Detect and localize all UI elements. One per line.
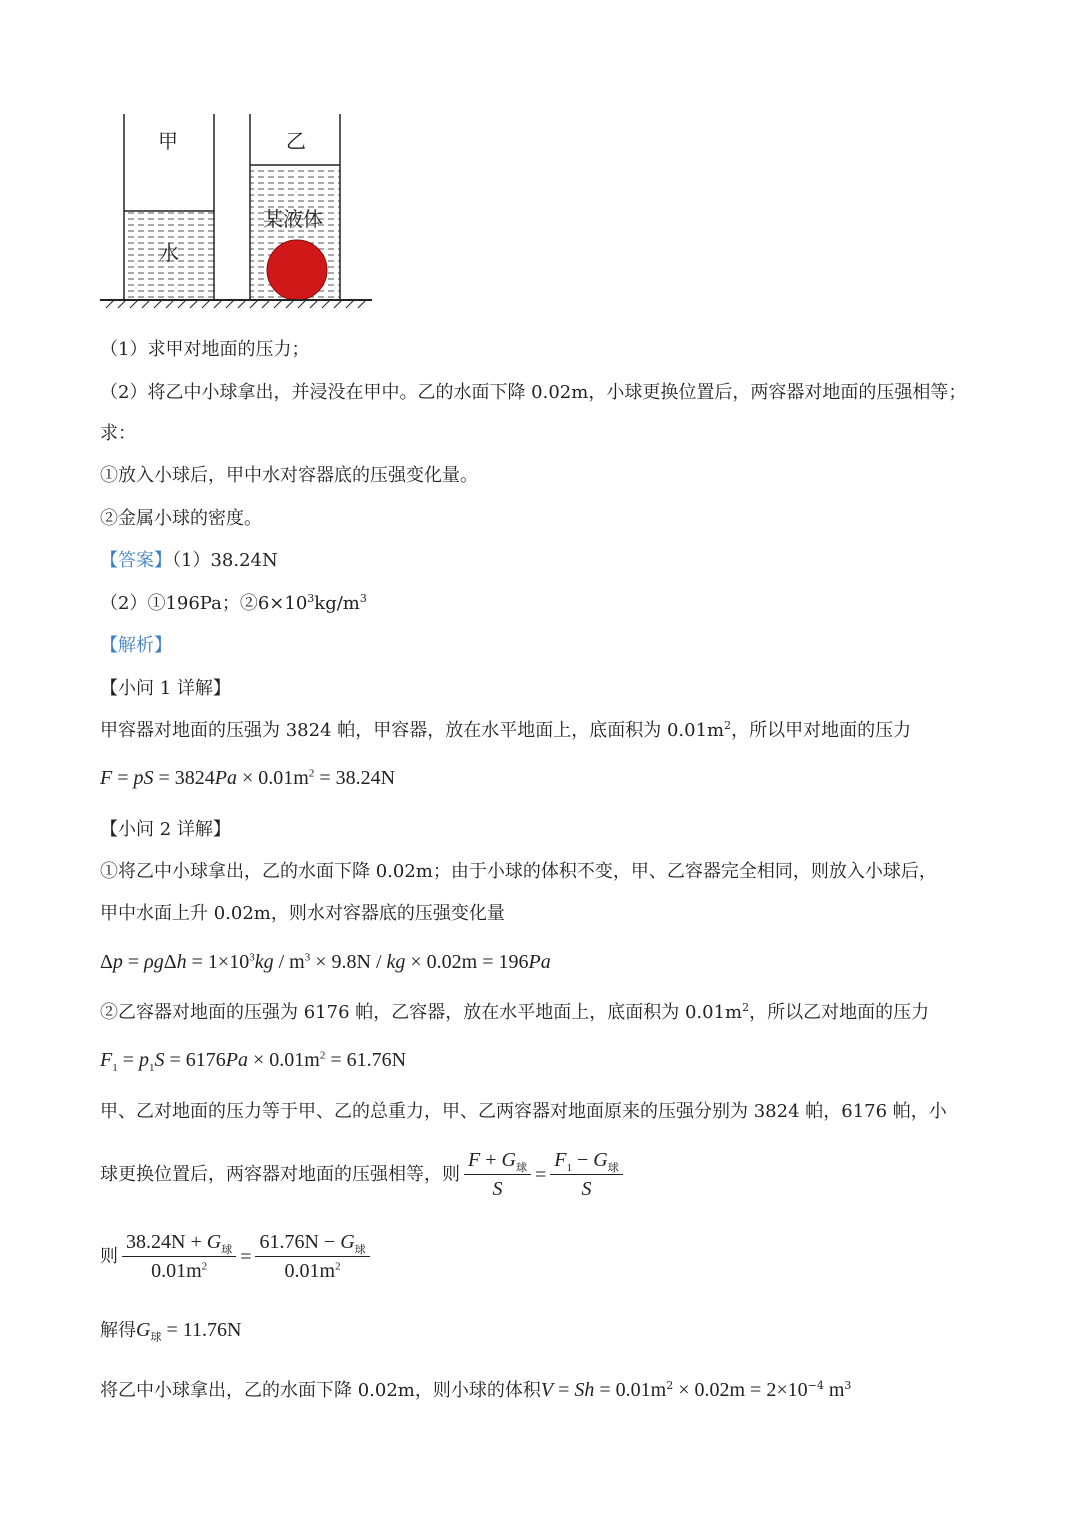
paragraph-1 <box>100 719 911 743</box>
p5-prefix: 则 <box>100 1245 118 1267</box>
paragraph-6: 解得$G_球 = 11.76N$ <box>100 1319 242 1344</box>
fraction-2: $\frac{F_1 - G_球}{S}$ <box>550 1148 622 1201</box>
label-yi: 乙 <box>286 129 306 153</box>
p1-sup: 2 <box>724 719 732 732</box>
eq1-val: = 3824 <box>153 767 215 789</box>
answer-1: （1）38.24N <box>172 550 278 571</box>
paragraph-2a: ①将乙中小球拿出，乙的水面下降 0.02m；由于小球的体积不变，甲、乙容器完全相同，则放入小球后， <box>100 861 937 882</box>
heading-q2: 【小问 2 详解】 <box>100 819 231 840</box>
eq1-sup: 2 <box>308 767 315 780</box>
paragraph-4b <box>100 1148 627 1201</box>
eq1-pa: Pa <box>214 767 237 789</box>
question-2-cont: 求： <box>100 423 136 444</box>
metal-ball <box>267 240 327 300</box>
fraction-3: $\frac{38.24N + G_球}{0.01m^2}$ <box>122 1230 236 1283</box>
answer-line-2 <box>100 592 367 616</box>
heading-q1: 【小问 1 详解】 <box>100 678 231 699</box>
paragraph-2b: 甲中水面上升 0.02m，则水对容器底的压强变化量 <box>100 903 505 924</box>
paragraph-3: ②乙容器对地面的压强为 6176 帕，乙容器，放在水平地面上，底面积为 $0.01m^2$，所以乙对地面的压力 <box>100 1001 930 1023</box>
ground <box>100 300 372 308</box>
answer-2-exp: 3 <box>307 592 315 605</box>
eq1-ps: pS <box>133 767 154 789</box>
analysis-tag: 【解析】 <box>100 635 172 656</box>
equation-3: $F_1 = p_1S = 6176Pa \times 0.01m^2 = 61.76N$ <box>100 1049 407 1074</box>
answer-2-unit-exp: 3 <box>359 592 367 605</box>
equation-2: $\Delta p = \rho g\Delta h = 1\times 10^3kg / m^3 \times 9.8N$ / kg × 0.02m = 196Pa <box>100 951 551 973</box>
eq1-area: × 0.01m <box>237 767 309 789</box>
paragraph-5 <box>100 1230 374 1283</box>
answer-tag: 【答案】 <box>100 550 172 571</box>
containers-figure <box>98 108 378 314</box>
paragraph-4a: 甲、乙对地面的压力等于甲、乙的总重力，甲、乙两容器对地面原来的压强分别为 3824 帕，6176 帕，小 <box>100 1101 947 1122</box>
eq1-f: F <box>100 767 113 789</box>
question-1: （1）求甲对地面的压力； <box>100 339 310 360</box>
sub-question-2: ②金属小球的密度。 <box>100 508 262 529</box>
fraction-equals: = <box>534 1163 547 1186</box>
p1-text-a: 甲容器对地面的压强为 3824 帕，甲容器，放在水平地面上，底面积为 0.01m <box>100 720 725 741</box>
label-liquid: 某液体 <box>263 207 323 231</box>
answer-2-prefix: （2）①196Pa；②6×10 <box>100 593 308 614</box>
p4b-text: 球更换位置后，两容器对地面的压强相等，则 <box>100 1163 460 1185</box>
answer-2-unit: kg/m <box>314 593 360 614</box>
label-jia: 甲 <box>158 129 178 153</box>
fraction-1: $\frac{F + G_球}{S}$ <box>464 1148 531 1201</box>
label-water: 水 <box>159 241 179 265</box>
sub-question-1: ①放入小球后，甲中水对容器底的压强变化量。 <box>100 465 478 486</box>
equation-1 <box>100 766 395 790</box>
answer-line-1 <box>100 549 278 573</box>
p1-text-b: ，所以甲对地面的压力 <box>731 720 912 741</box>
question-2: （2）将乙中小球拿出，并浸没在甲中。乙的水面下降 0.02m，小球更换位置后，两容器对地面的压强相等； <box>100 382 967 403</box>
eq1-eq: = <box>112 767 134 789</box>
paragraph-7: 将乙中小球拿出，乙的水面下降 0.02m，则小球的体积$V = Sh = 0.01m^2 \times 0.02m = 2\times 10^{-4}$ $m^3$ <box>100 1379 852 1401</box>
eq1-result: = 38.24N <box>314 767 396 789</box>
fraction-equals-2: = <box>240 1245 252 1268</box>
fraction-4: $\frac{61.76N - G_球}{0.01m^2}$ <box>255 1230 369 1283</box>
